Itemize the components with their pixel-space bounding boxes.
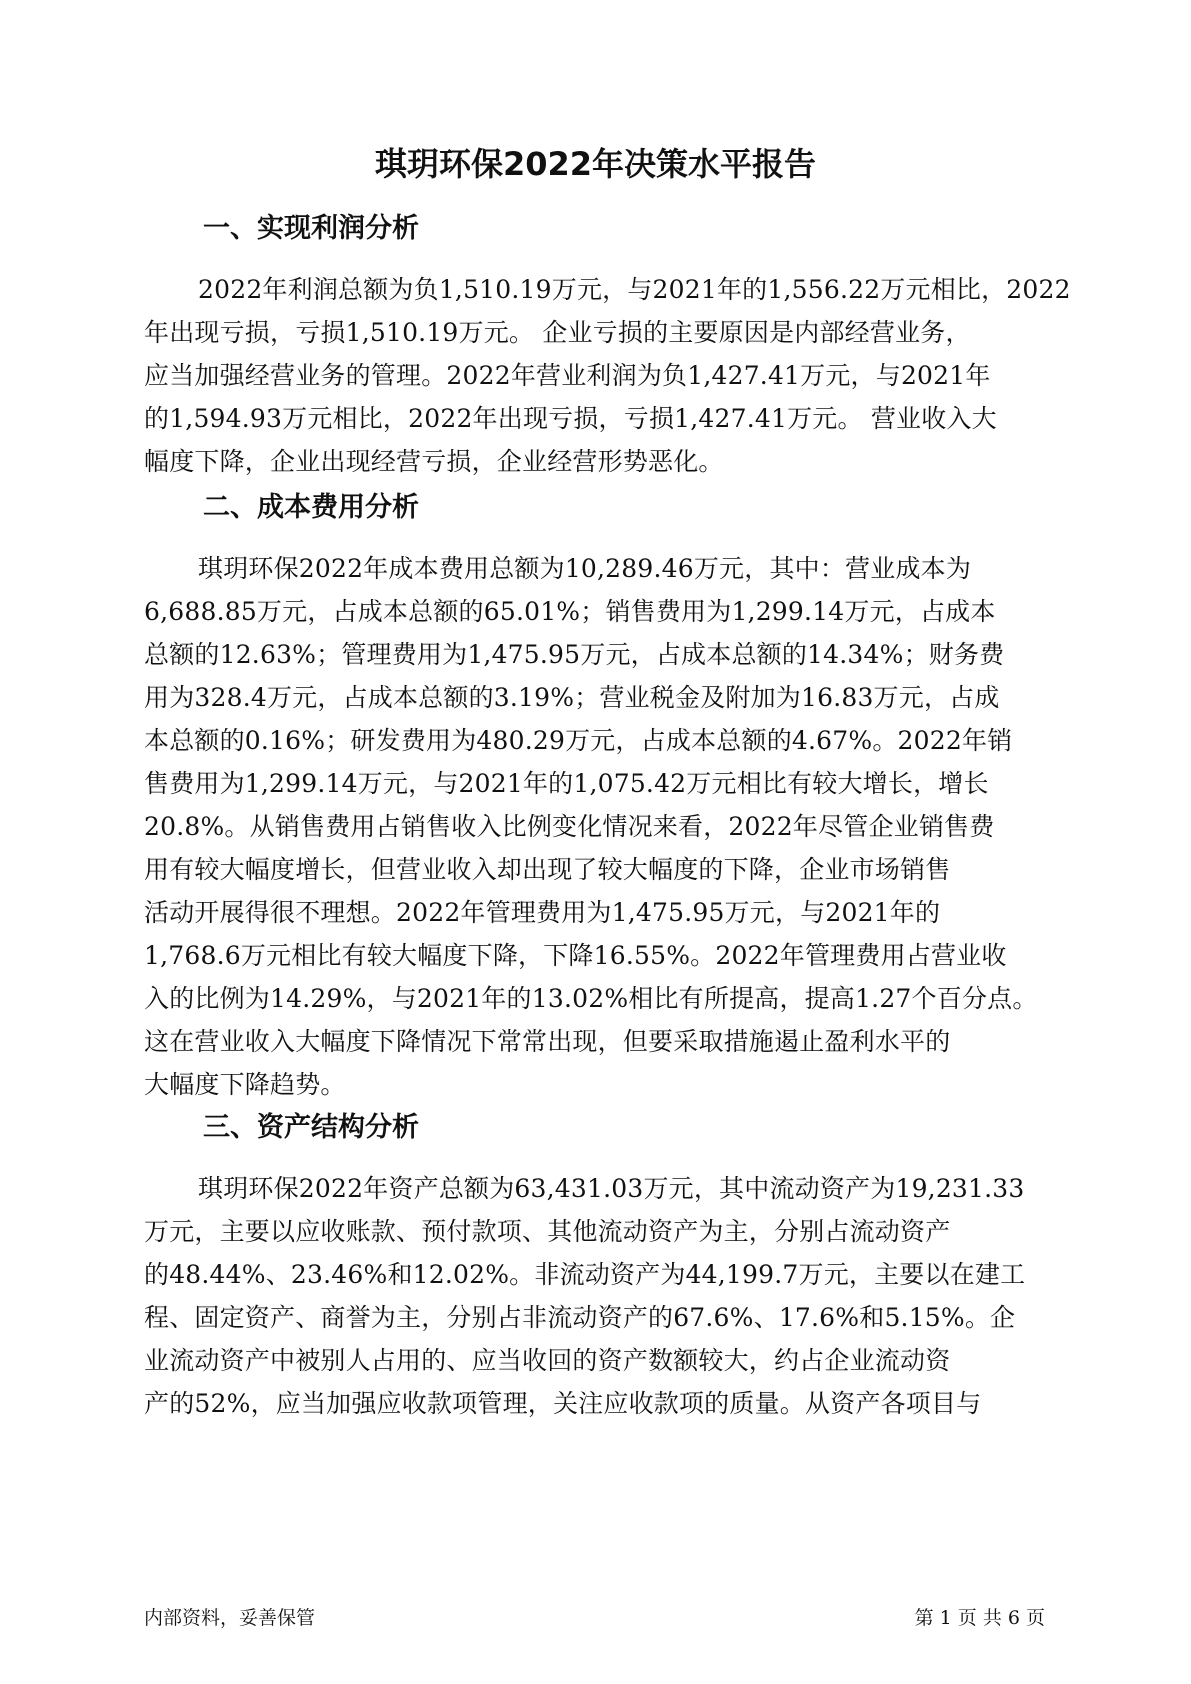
text-line: 2022年利润总额为负1,510.19万元，与2021年的1,556.22万元相比，2022	[198, 275, 1071, 304]
text-line: 琪玥环保2022年成本费用总额为10,289.46万元，其中：营业成本为	[198, 554, 972, 583]
text-line: 用有较大幅度增长，但营业收入却出现了较大幅度的下降，企业市场销售	[144, 855, 951, 884]
text-line: 应当加强经营业务的管理。2022年营业利润为负1,427.41万元，与2021年	[144, 361, 991, 390]
text-line: 入的比例为14.29%，与2021年的13.02%相比有所提高，提高1.27个百分点。	[144, 984, 1038, 1013]
text-line: 本总额的0.16%；研发费用为480.29万元，占成本总额的4.67%。2022年销	[144, 726, 1013, 755]
text-line: 这在营业收入大幅度下降情况下常常出现，但要采取措施遏止盈利水平的	[144, 1027, 951, 1056]
text-line: 总额的12.63%；管理费用为1,475.95万元，占成本总额的14.34%；财务费	[144, 640, 1005, 669]
section-body-assets	[144, 1167, 1064, 1425]
footer-confidential-note: 内部资料，妥善保管	[144, 1607, 316, 1629]
text-line: 1,768.6万元相比有较大幅度下降，下降16.55%。2022年管理费用占营业收	[144, 941, 1007, 970]
section-heading-cost: 二、成本费用分析	[203, 492, 419, 523]
section-heading-profit: 一、实现利润分析	[203, 213, 419, 244]
text-line: 程、固定资产、商誉为主，分别占非流动资产的67.6%、17.6%和5.15%。企	[144, 1303, 1016, 1332]
section-body-cost	[144, 547, 1064, 1106]
footer-page-number: 第 1 页 共 6 页	[914, 1607, 1045, 1629]
text-line: 20.8%。从销售费用占销售收入比例变化情况来看，2022年尽管企业销售费	[144, 812, 995, 841]
text-line: 活动开展得很不理想。2022年管理费用为1,475.95万元，与2021年的	[144, 898, 941, 927]
text-line: 万元，主要以应收账款、预付款项、其他流动资产为主，分别占流动资产	[144, 1217, 951, 1246]
section-heading-assets: 三、资产结构分析	[203, 1112, 419, 1143]
document-title: 琪玥环保2022年决策水平报告	[374, 145, 817, 183]
text-line: 大幅度下降趋势。	[144, 1070, 346, 1099]
text-line: 业流动资产中被别人占用的、应当收回的资产数额较大，约占企业流动资	[144, 1346, 951, 1375]
text-line: 年出现亏损，亏损1,510.19万元。 企业亏损的主要原因是内部经营业务，	[144, 318, 971, 347]
text-line: 的1,594.93万元相比，2022年出现亏损，亏损1,427.41万元。 营业收入大	[144, 404, 997, 433]
text-line: 售费用为1,299.14万元，与2021年的1,075.42万元相比有较大增长，增长	[144, 769, 989, 798]
text-line: 用为328.4万元，占成本总额的3.19%；营业税金及附加为16.83万元，占成	[144, 683, 1000, 712]
text-line: 产的52%，应当加强应收款项管理，关注应收款项的质量。从资产各项目与	[144, 1389, 982, 1418]
text-line: 琪玥环保2022年资产总额为63,431.03万元，其中流动资产为19,231.33	[198, 1174, 1025, 1203]
text-line: 幅度下降，企业出现经营亏损，企业经营形势恶化。	[144, 447, 724, 476]
text-line: 的48.44%、23.46%和12.02%。非流动资产为44,199.7万元，主要以在建工	[144, 1260, 1026, 1289]
text-line: 6,688.85万元，占成本总额的65.01%；销售费用为1,299.14万元，占成本	[144, 597, 996, 626]
section-body-profit	[144, 268, 1071, 483]
